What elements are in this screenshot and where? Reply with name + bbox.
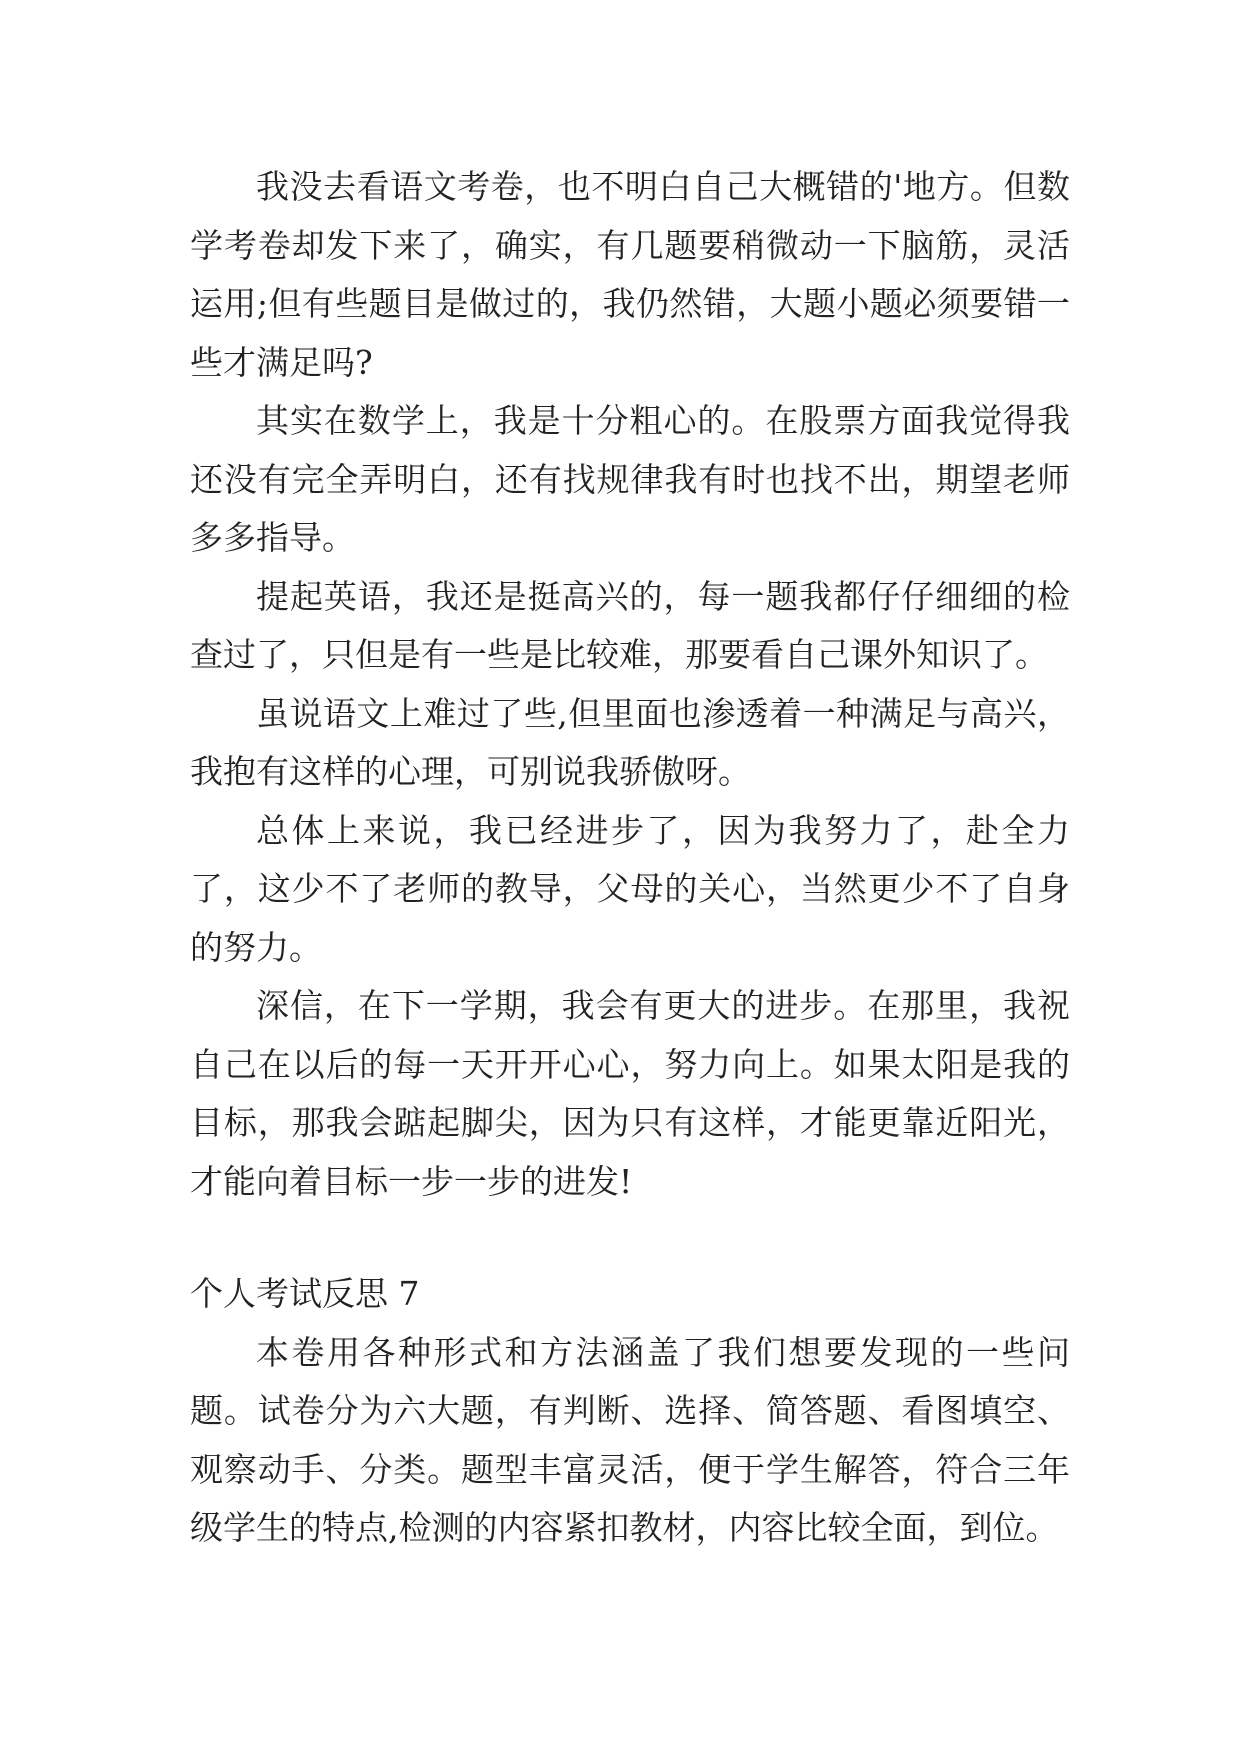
paragraph: 其实在数学上，我是十分粗心的。在股票方面我觉得我还没有完全弄明白，还有找规律我有时也找不出，期望老师多多指导。 bbox=[190, 401, 1070, 557]
paragraph: 总体上来说，我已经进步了，因为我努力了，赴全力了，这少不了老师的教导，父母的关心，当然更少不了自身的努力。 bbox=[190, 810, 1070, 967]
section-heading: 个人考试反思 7 bbox=[190, 1274, 420, 1313]
paragraph: 我没去看语文考卷，也不明白自己大概错的'地方。但数学考卷却发下来了，确实，有几题要稍微动一下脑筋，灵活运用;但有些题目是做过的，我仍然错，大题小题必须要错一些才满足吗? bbox=[190, 167, 1070, 382]
paragraph: 提起英语，我还是挺高兴的，每一题我都仔仔细细的检查过了，只但是有一些是比较难，那要看自己课外知识了。 bbox=[190, 576, 1070, 674]
document-body bbox=[190, 158, 1070, 1558]
paragraph: 本卷用各种形式和方法涵盖了我们想要发现的一些问题。试卷分为六大题，有判断、选择、简答题、看图填空、观察动手、分类。题型丰富灵活，便于学生解答，符合三年级学生的特点,检测的内容紧扣教材，内容比较全面，到位。 bbox=[190, 1332, 1070, 1547]
paragraph: 深信，在下一学期，我会有更大的进步。在那里，我祝自己在以后的每一天开开心心，努力向上。如果太阳是我的目标，那我会踮起脚尖，因为只有这样，才能更靠近阳光，才能向着目标一步一步的进发! bbox=[190, 986, 1070, 1201]
paragraph: 虽说语文上难过了些,但里面也渗透着一种满足与高兴，我抱有这样的心理，可别说我骄傲呀。 bbox=[190, 693, 1070, 791]
